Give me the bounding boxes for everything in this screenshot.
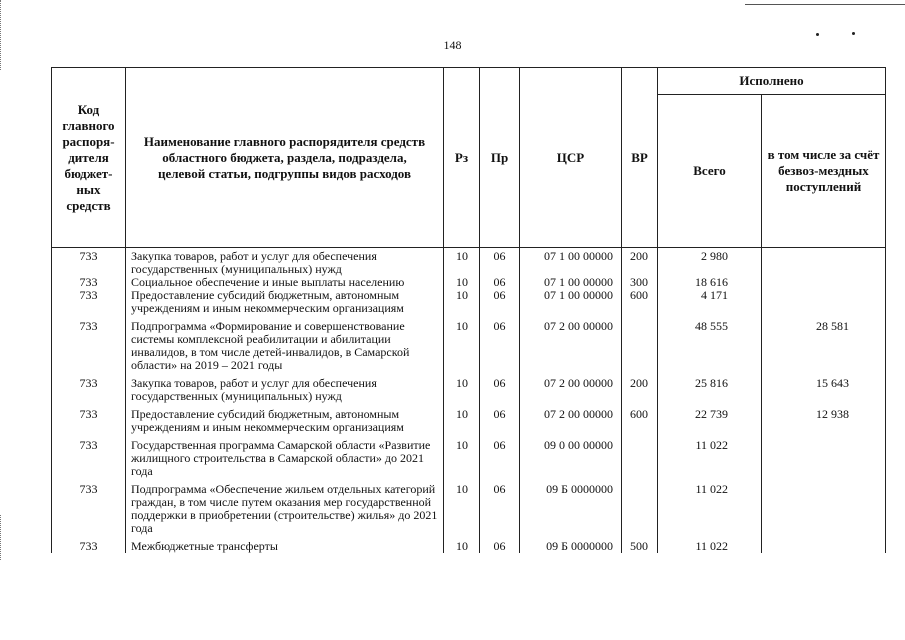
cell-rz: 10	[444, 403, 480, 434]
cell-name: Социальное обеспечение и иные выплаты населению	[126, 276, 444, 289]
cell-vr: 200	[622, 248, 658, 277]
table-row	[52, 315, 886, 372]
cell-name: Закупка товаров, работ и услуг для обеспечения государственных (муниципальных) нужд	[126, 248, 444, 277]
cell-code: 733	[52, 434, 126, 478]
cell-vr: 600	[622, 403, 658, 434]
table-row	[52, 478, 886, 535]
cell-pr: 06	[480, 403, 520, 434]
header-name: Наименование главного распорядителя средств областного бюджета, раздела, подраздела, целевой статьи, подгруппы видов расходов	[126, 68, 444, 248]
cell-csr: 09 0 00 00000	[520, 434, 622, 478]
cell-code: 733	[52, 248, 126, 277]
cell-vr: 200	[622, 372, 658, 403]
cell-csr: 07 1 00 00000	[520, 248, 622, 277]
cell-code: 733	[52, 315, 126, 372]
cell-name: Предоставление субсидий бюджетным, автономным учреждениям и иным некоммерческим организациям	[126, 289, 444, 315]
cell-rz: 10	[444, 535, 480, 553]
cell-total: 25 816	[658, 372, 762, 403]
cell-code: 733	[52, 276, 126, 289]
cell-csr: 09 Б 0000000	[520, 535, 622, 553]
table-row	[52, 535, 886, 553]
header-vr: ВР	[622, 68, 658, 248]
cell-rz: 10	[444, 372, 480, 403]
table-row	[52, 434, 886, 478]
top-edge-rule	[745, 4, 905, 5]
cell-total: 11 022	[658, 535, 762, 553]
cell-free	[762, 535, 886, 553]
cell-total: 18 616	[658, 276, 762, 289]
cell-csr: 09 Б 0000000	[520, 478, 622, 535]
cell-pr: 06	[480, 535, 520, 553]
cell-code: 733	[52, 535, 126, 553]
cell-name: Государственная программа Самарской области «Развитие жилищного строительства в Самарской области» до 2021 года	[126, 434, 444, 478]
cell-csr: 07 2 00 00000	[520, 372, 622, 403]
cell-csr: 07 2 00 00000	[520, 403, 622, 434]
cell-vr	[622, 434, 658, 478]
cell-code: 733	[52, 403, 126, 434]
cell-pr: 06	[480, 434, 520, 478]
cell-vr	[622, 315, 658, 372]
cell-code: 733	[52, 478, 126, 535]
cell-pr: 06	[480, 478, 520, 535]
table-row	[52, 372, 886, 403]
cell-rz: 10	[444, 248, 480, 277]
cell-name: Предоставление субсидий бюджетным, автономным учреждениям и иным некоммерческим организациям	[126, 403, 444, 434]
cell-rz: 10	[444, 478, 480, 535]
cell-pr: 06	[480, 289, 520, 315]
cell-pr: 06	[480, 248, 520, 277]
cell-code: 733	[52, 372, 126, 403]
cell-vr: 600	[622, 289, 658, 315]
header-free: в том числе за счёт безвоз-мездных поступлений	[762, 95, 886, 248]
page-number: 148	[443, 38, 462, 52]
header-executed: Исполнено	[658, 68, 886, 95]
cell-rz: 10	[444, 276, 480, 289]
cell-vr: 500	[622, 535, 658, 553]
cell-total: 4 171	[658, 289, 762, 315]
cell-free	[762, 276, 886, 289]
table-row	[52, 248, 886, 277]
header-total: Всего	[658, 95, 762, 248]
cell-csr: 07 2 00 00000	[520, 315, 622, 372]
header-code: Код главного распоря-дителя бюджет-ных средств	[52, 68, 126, 248]
cell-free: 15 643	[762, 372, 886, 403]
scan-edge-marks	[0, 515, 7, 560]
cell-free	[762, 289, 886, 315]
cell-free: 28 581	[762, 315, 886, 372]
scan-artifact-dot	[816, 33, 819, 36]
header-csr: ЦСР	[520, 68, 622, 248]
cell-name: Закупка товаров, работ и услуг для обеспечения государственных (муниципальных) нужд	[126, 372, 444, 403]
header-rz: Рз	[444, 68, 480, 248]
cell-rz: 10	[444, 315, 480, 372]
cell-name: Межбюджетные трансферты	[126, 535, 444, 553]
cell-code: 733	[52, 289, 126, 315]
cell-free	[762, 248, 886, 277]
budget-execution-table	[51, 67, 886, 553]
cell-pr: 06	[480, 276, 520, 289]
cell-vr: 300	[622, 276, 658, 289]
cell-total: 11 022	[658, 434, 762, 478]
cell-vr	[622, 478, 658, 535]
cell-free	[762, 434, 886, 478]
cell-csr: 07 1 00 00000	[520, 276, 622, 289]
header-pr: Пр	[480, 68, 520, 248]
scan-artifact-dot	[852, 32, 855, 35]
cell-name: Подпрограмма «Обеспечение жильем отдельных категорий граждан, в том числе путем оказания мер государственной поддержки в приобретении (строительстве) жилья» до 2021 года	[126, 478, 444, 535]
scan-edge-marks	[0, 0, 7, 70]
cell-rz: 10	[444, 289, 480, 315]
table-row	[52, 289, 886, 315]
cell-free	[762, 478, 886, 535]
cell-csr: 07 1 00 00000	[520, 289, 622, 315]
cell-total: 2 980	[658, 248, 762, 277]
cell-name: Подпрограмма «Формирование и совершенствование системы комплексной реабилитации и абилитации инвалидов, в том числе детей-инвалидов, в Самарской области» на 2019 – 2021 годы	[126, 315, 444, 372]
cell-free: 12 938	[762, 403, 886, 434]
cell-pr: 06	[480, 315, 520, 372]
cell-pr: 06	[480, 372, 520, 403]
cell-rz: 10	[444, 434, 480, 478]
table-row	[52, 403, 886, 434]
cell-total: 22 739	[658, 403, 762, 434]
cell-total: 48 555	[658, 315, 762, 372]
cell-total: 11 022	[658, 478, 762, 535]
